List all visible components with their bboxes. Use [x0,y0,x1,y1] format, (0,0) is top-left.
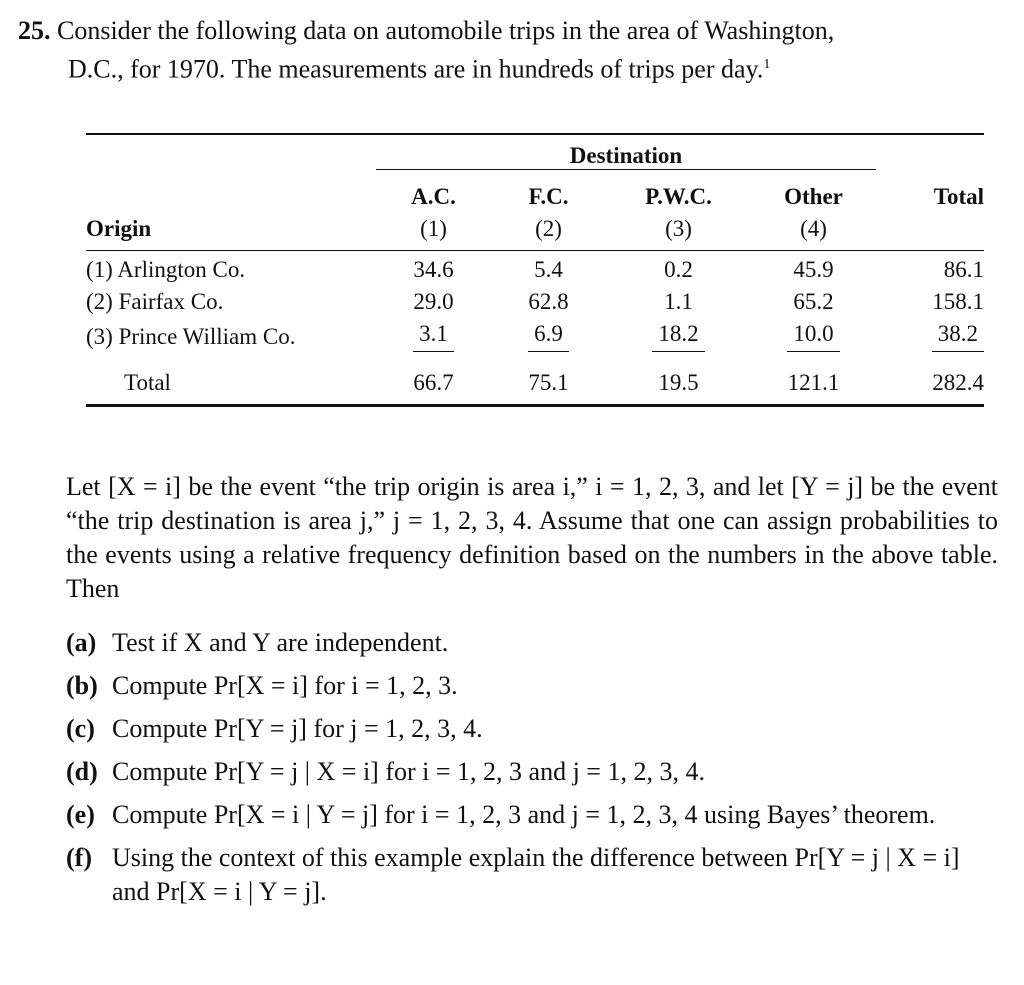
footnote-mark: 1 [763,57,771,72]
table-cell-wrap [751,315,876,352]
intro-line-2: D.C., for 1970. The measurements are in hundreds of trips per day. [68,54,764,84]
part-text: Compute Pr[Y = j] for j = 1, 2, 3, 4. [112,714,483,743]
part-text: Compute Pr[X = i] for i = 1, 2, 3. [112,671,458,700]
intro-line-2-wrap [18,48,1008,87]
part-text: Test if X and Y are independent. [112,628,449,657]
question-parts [66,626,998,918]
table-cell: 0.2 [664,257,693,282]
part-text: Compute Pr[Y = j | X = i] for i = 1, 2, 3 and j = 1, 2, 3, 4. [112,757,705,786]
table-row [86,315,984,352]
total-cell: 121.1 [787,370,840,395]
col-header-fc: F.C. [528,184,569,209]
col-header-ac: A.C. [411,184,456,209]
body-paragraph: Let [X = i] be the event “the trip origin is area i,” i = 1, 2, 3, and let [Y = j] be the event “the trip destination is area j,” j = 1, 2, 3, 4. Assume that one can assign probabilities to the events using a relative frequency definition based on the numbers in the above table. Then [66,472,998,603]
col-header-total: Total [933,183,984,209]
part-text: Using the context of this example explain the difference between Pr[Y = j | X = i] and Pr[X = i | Y = j]. [112,843,960,906]
row-label: (2) Fairfax Co. [86,289,224,314]
table-cell: 62.8 [528,289,569,314]
total-cell: 75.1 [528,370,569,395]
trips-table-container [86,133,984,407]
table-cell-wrap [376,315,491,352]
table-cell: 10.0 [787,321,839,352]
col-header-pwc: P.W.C. [645,184,712,209]
problem-statement [18,14,1008,87]
col-number-3: (3) [606,210,751,251]
table-cell: 5.4 [534,257,563,282]
part-label: (b) [66,671,98,700]
part-c [66,712,998,746]
total-cell: 19.5 [658,370,699,395]
part-f [66,841,998,909]
part-label: (f) [66,843,92,872]
total-cell: 282.4 [932,370,984,395]
table-cell: 3.1 [413,321,454,352]
table-cell: 34.6 [413,257,454,282]
table-cell: 6.9 [528,321,569,352]
total-cell: 66.7 [413,370,454,395]
total-row [86,352,984,396]
part-text: Compute Pr[X = i | Y = j] for i = 1, 2, 3 and j = 1, 2, 3, 4 using Bayes’ theorem. [112,800,936,829]
total-label: Total [124,370,171,395]
table-cell: 38.2 [932,321,984,352]
intro-line-1: Consider the following data on automobile trips in the area of Washington, [57,16,835,45]
table-cell: 1.1 [664,289,693,314]
table-cell: 86.1 [943,257,984,282]
col-number-2: (2) [491,210,606,251]
part-label: (e) [66,800,95,829]
table-row [86,283,984,315]
origin-header: Origin [86,210,376,251]
col-header-other: Other [784,184,843,209]
part-d [66,755,998,789]
part-label: (a) [66,628,97,657]
table-cell: 65.2 [793,289,834,314]
table-row [86,251,984,284]
table-cell: 29.0 [413,289,454,314]
table-cell: 158.1 [932,289,984,314]
trips-table [86,135,984,396]
row-label: (3) Prince William Co. [86,323,296,349]
problem-number: 25. [18,16,51,45]
col-number-total [876,210,984,251]
table-cell-wrap [876,315,984,352]
destination-header: Destination [376,135,876,170]
part-label: (d) [66,757,98,786]
table-cell-wrap [606,315,751,352]
col-number-4: (4) [751,210,876,251]
table-cell: 45.9 [793,257,834,282]
table-cell-wrap [491,315,606,352]
part-e [66,798,998,832]
part-b [66,669,998,703]
problem-intro [18,14,1008,87]
part-a [66,626,998,660]
table-bottom-rule [86,404,984,407]
row-label: (1) Arlington Co. [86,257,246,282]
col-number-1: (1) [376,210,491,251]
table-cell: 18.2 [652,321,704,352]
part-label: (c) [66,714,95,743]
